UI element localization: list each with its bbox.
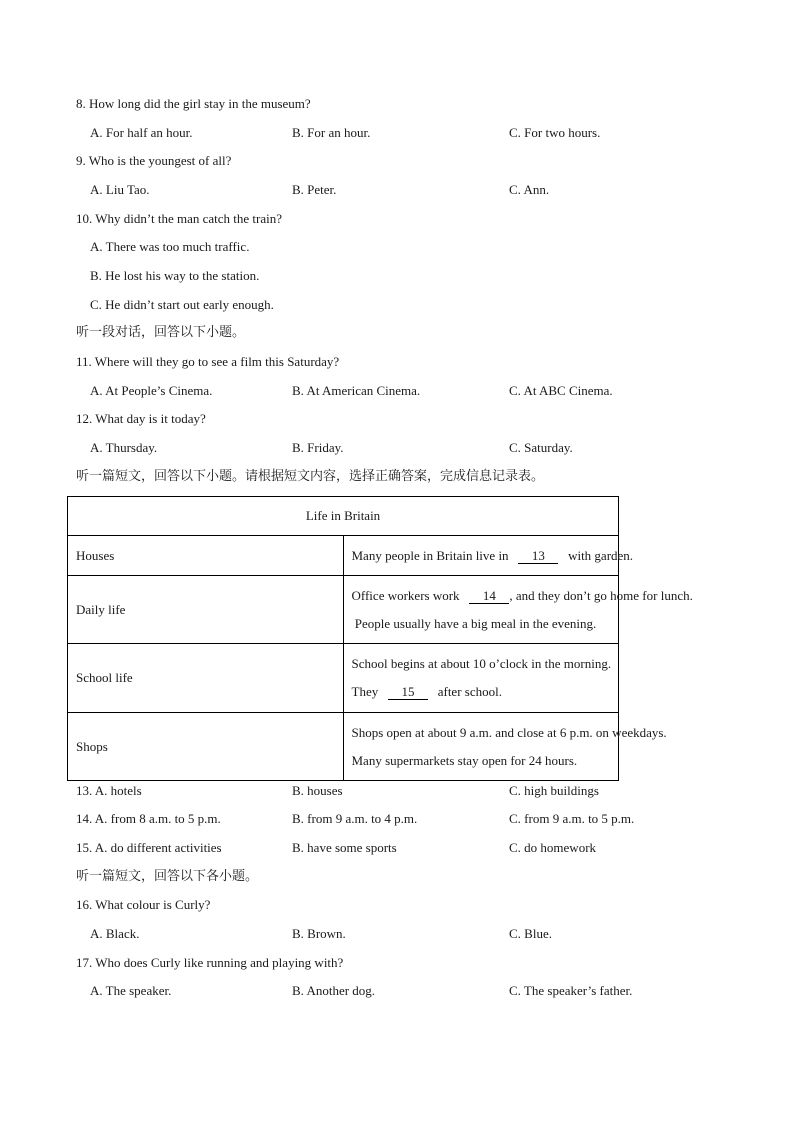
q15-option-c: C. do homework [509, 840, 597, 855]
q10-option-c: C. He didn’t start out early enough. [90, 297, 274, 312]
q13-option-c: C. high buildings [509, 783, 599, 798]
houses-text-post: with garden. [568, 547, 634, 563]
q14-option-b: B. from 9 a.m. to 4 p.m. [292, 811, 418, 826]
shops-text-line-1: Shops open at about 9 a.m. and close at 6 p.m. on weekdays. [351, 724, 667, 740]
q17-option-a: A. The speaker. [90, 983, 172, 998]
q11-option-a: A. At People’s Cinema. [90, 383, 213, 398]
row-content-school-life [343, 644, 619, 713]
q15-option-b: B. have some sports [292, 840, 397, 855]
q16-option-c: C. Blue. [509, 926, 552, 941]
question-12: 12. What day is it today? [76, 411, 206, 426]
daily-text-line-2: People usually have a big meal in the evening. [354, 615, 597, 631]
q12-option-b: B. Friday. [292, 440, 344, 455]
row-label-shops: Shops [68, 713, 344, 781]
school-text-post: after school. [437, 684, 502, 699]
q13-option-a: 13. A. hotels [76, 783, 142, 798]
row-content-daily-life [343, 576, 693, 644]
question-9: 9. Who is the youngest of all? [76, 153, 232, 168]
blank-13: 13 [518, 549, 558, 564]
blank-15: 15 [388, 685, 428, 700]
shops-text-line-2: Many supermarkets stay open for 24 hours. [351, 752, 578, 768]
q16-option-b: B. Brown. [292, 926, 346, 941]
question-11: 11. Where will they go to see a film this Saturday? [76, 354, 340, 369]
q9-option-c: C. Ann. [509, 182, 550, 197]
section-heading-passage-table: 听一篇短文，回答以下小题。请根据短文内容，选择正确答案，完成信息记录表。 [76, 469, 545, 484]
q8-option-a: A. For half an hour. [90, 125, 193, 140]
info-record-table [67, 496, 693, 781]
q13-option-b: B. houses [292, 783, 343, 798]
section-heading-dialogue: 听一段对话，回答以下小题。 [76, 325, 246, 340]
q11-option-b: B. At American Cinema. [292, 383, 421, 398]
row-content-shops [343, 713, 667, 781]
daily-text-pre: Office workers work [351, 587, 460, 603]
school-text-pre: They [351, 684, 379, 699]
q12-option-c: C. Saturday. [509, 440, 573, 455]
school-text-line-1: School begins at about 10 o’clock in the morning. [351, 656, 612, 671]
q15-option-a: 15. A. do different activities [76, 840, 222, 855]
q17-option-c: C. The speaker’s father. [509, 983, 633, 998]
blank-14: 14 [469, 589, 509, 604]
row-content-houses [343, 536, 634, 576]
q12-option-a: A. Thursday. [90, 440, 158, 455]
q8-option-c: C. For two hours. [509, 125, 601, 140]
question-8: 8. How long did the girl stay in the museum? [76, 96, 311, 111]
q16-option-a: A. Black. [90, 926, 140, 941]
row-label-school-life: School life [68, 644, 344, 713]
q11-option-c: C. At ABC Cinema. [509, 383, 613, 398]
q10-option-b: B. He lost his way to the station. [90, 268, 260, 283]
question-16: 16. What colour is Curly? [76, 897, 211, 912]
table-title: Life in Britain [68, 497, 619, 536]
houses-text-pre: Many people in Britain live in [351, 547, 509, 563]
question-10: 10. Why didn’t the man catch the train? [76, 211, 283, 226]
daily-text-post: , and they don’t go home for lunch. [509, 587, 693, 603]
q10-option-a: A. There was too much traffic. [90, 239, 250, 254]
row-label-daily-life: Daily life [68, 576, 344, 644]
q8-option-b: B. For an hour. [292, 125, 371, 140]
q9-option-b: B. Peter. [292, 182, 337, 197]
q14-option-a: 14. A. from 8 a.m. to 5 p.m. [76, 811, 221, 826]
question-17: 17. Who does Curly like running and playing with? [76, 955, 344, 970]
q17-option-b: B. Another dog. [292, 983, 376, 998]
row-label-houses: Houses [68, 536, 344, 576]
section-heading-passage: 听一篇短文，回答以下各小题。 [76, 869, 259, 884]
q9-option-a: A. Liu Tao. [90, 182, 150, 197]
q14-option-c: C. from 9 a.m. to 5 p.m. [509, 811, 635, 826]
